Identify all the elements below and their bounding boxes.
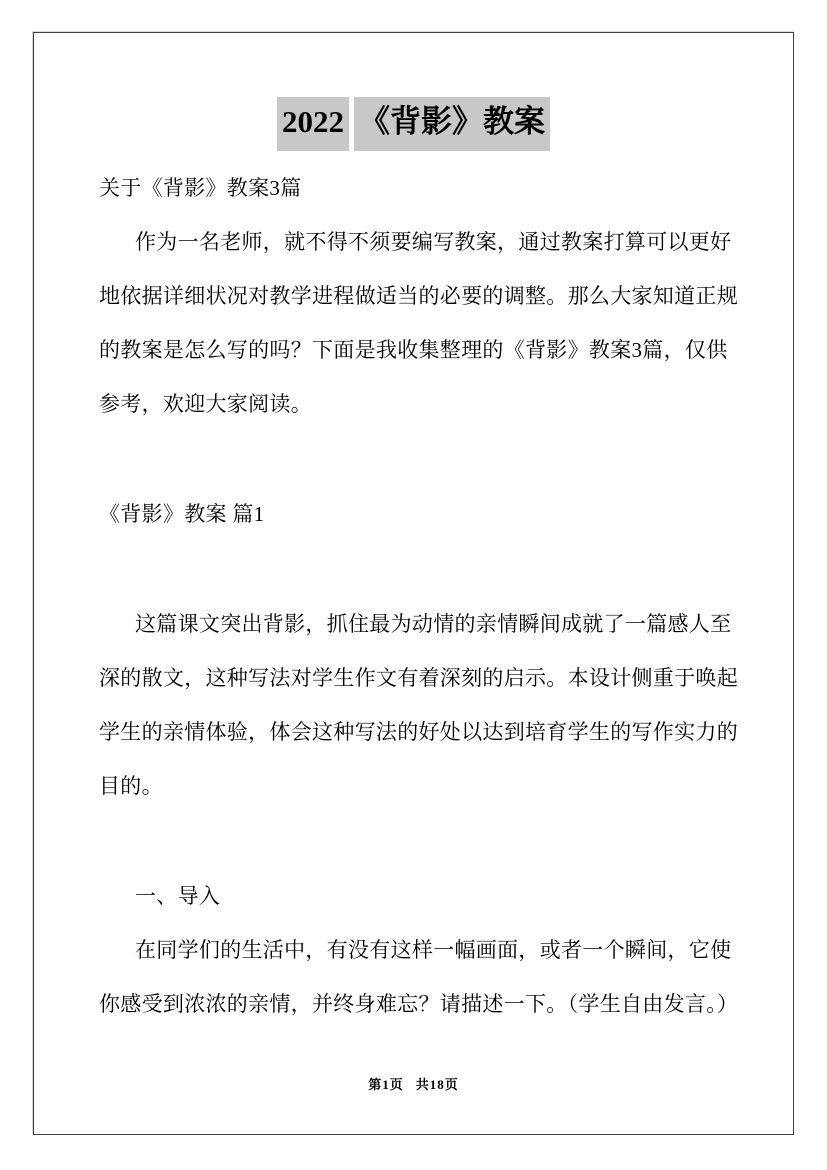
text-line: 《背影》教案 篇1 [99, 502, 265, 526]
text-line: 作为一名老师，就不得不须要编写教案，通过教案打算可以更好 [135, 230, 732, 254]
text-line: 一、导入 [135, 884, 221, 908]
title-text-highlight: 《背影》教案 [354, 97, 550, 151]
document-body [99, 161, 739, 1031]
page-footer [0, 1074, 827, 1093]
text-line: 学生的亲情体验，体会这种写法的好处以达到培育学生的写作实力的 [99, 720, 738, 744]
text-line: 关于《背影》教案3篇 [99, 176, 302, 200]
text-line: 的教案是怎么写的吗？下面是我收集整理的《背影》教案3篇，仅供 [99, 338, 728, 362]
document-title [0, 97, 827, 151]
footer-total-pages: 共18页 [415, 1077, 459, 1092]
footer-page-number: 第1页 [368, 1077, 404, 1092]
text-line: 你感受到浓浓的亲情，并终身难忘？请描述一下。（学生自由发言。） [99, 992, 739, 1016]
text-line: 目的。 [99, 774, 163, 798]
text-line: 地依据详细状况对教学进程做适当的必要的调整。那么大家知道正规 [99, 284, 738, 308]
title-year-highlight: 2022 [277, 97, 349, 151]
text-line: 在同学们的生活中，有没有这样一幅画面，或者一个瞬间，它使 [135, 938, 732, 962]
text-line: 深的散文，这种写法对学生作文有着深刻的启示。本设计侧重于唤起 [99, 666, 738, 690]
text-line: 这篇课文突出背影，抓住最为动情的亲情瞬间成就了一篇感人至 [135, 612, 732, 636]
text-line: 参考，欢迎大家阅读。 [99, 392, 312, 416]
